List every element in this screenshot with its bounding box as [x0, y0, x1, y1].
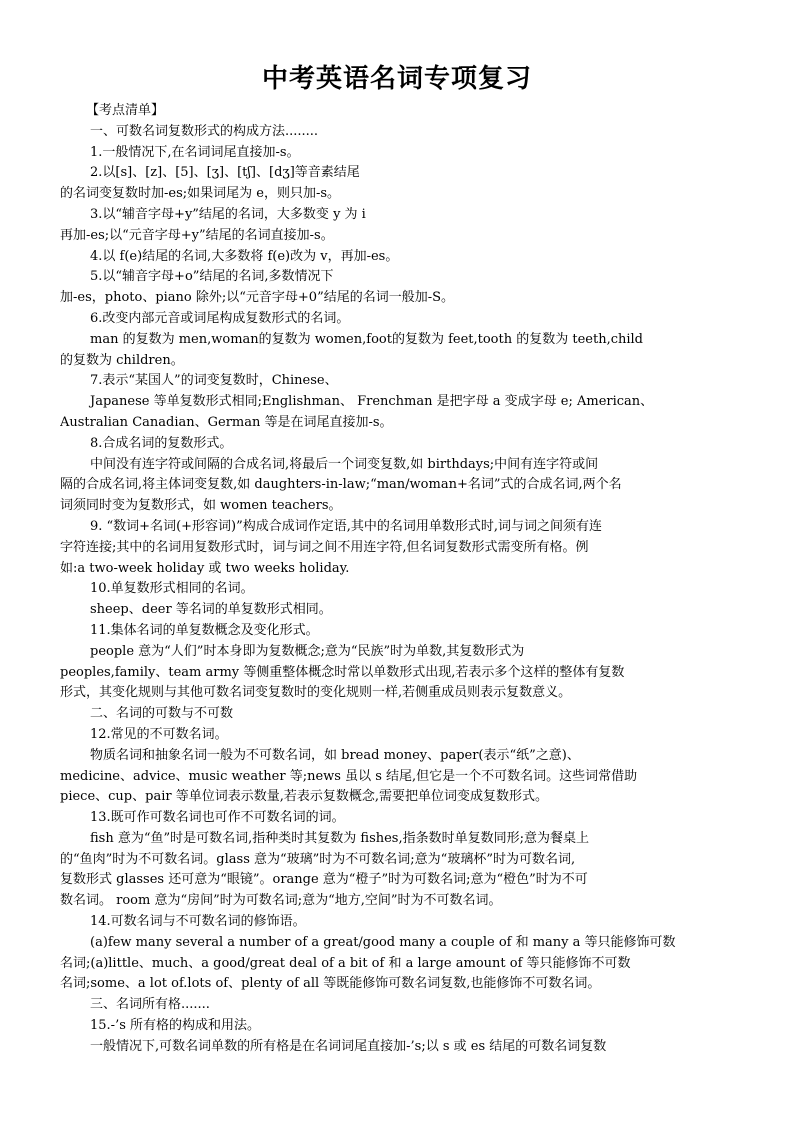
text-line: Japanese 等单复数形式相同;Englishman、 Frenchman 是把字母 a 变成字母 e; American、	[90, 394, 654, 410]
text-line: 形式，其变化规则与其他可数名词变复数时的变化规则一样,若侧重成员则表示复数意义。	[60, 685, 572, 701]
text-line: 10.单复数形式相同的名词。	[90, 581, 254, 597]
document-body	[60, 101, 736, 1058]
text-line: 13.既可作可数名词也可作不可数名词的词。	[90, 810, 345, 826]
text-line: 5.以“辅音字母+o”结尾的名词,多数情况下	[90, 269, 334, 285]
text-line: 【考点清单】	[86, 103, 165, 118]
text-line: 8.合成名词的复数形式。	[90, 435, 233, 451]
text-line: 词须同时变为复数形式，如 women teachers。	[60, 498, 342, 514]
text-line: 隔的合成名词,将主体词变复数,如 daughters-in-law;“man/woman+名词”式的合成名词,两个名	[60, 477, 622, 493]
text-line: 的复数为 children。	[60, 352, 184, 368]
text-line: 14.可数名词与不可数名词的修饰语。	[90, 914, 306, 930]
text-line: 加-es，photo、piano 除外;以“元音字母+0”结尾的名词一般加-S。	[60, 290, 455, 306]
text-line: fish 意为“鱼”时是可数名词,指种类时其复数为 fishes,指条数时单复数同形;意为餐桌上	[90, 830, 589, 846]
text-line: 11.集体名词的单复数概念及变化形式。	[90, 622, 319, 638]
text-line: piece、cup、pair 等单位词表示数量,若表示复数概念,需要把单位词变成复数形式。	[60, 789, 548, 805]
text-line: 一、可数名词复数形式的构成方法........	[90, 123, 319, 139]
text-line: 复数形式 glasses 还可意为“眼镜”。orange 意为“橙子”时为可数名词;意为“橙色”时为不可	[60, 872, 588, 888]
text-line: 一般情况下,可数名词单数的所有格是在名词词尾直接加-’s;以 s 或 es 结尾的可数名词复数	[90, 1038, 607, 1054]
text-line: 1.一般情况下,在名词词尾直接加-s。	[90, 144, 300, 160]
text-line: sheep、deer 等名词的单复数形式相同。	[90, 602, 332, 618]
text-line: 4.以 f(e)结尾的名词,大多数将 f(e)改为 v，再加-es。	[90, 248, 399, 264]
text-line: 数名词。 room 意为“房间”时为可数名词;意为“地方,空间”时为不可数名词。	[60, 893, 502, 909]
text-line: 7.表示“某国人”的词变复数时，Chinese、	[90, 373, 338, 389]
text-line: 12.常见的不可数名词。	[90, 726, 228, 742]
text-line: 名词;some、a lot of.lots of、plenty of all 等既能修饰可数名词复数,也能修饰不可数名词。	[60, 976, 601, 992]
text-line: 15.-’s 所有格的构成和用法。	[90, 1018, 261, 1034]
text-line: 名词;(a)little、much、a good/great deal of a bit of 和 a large amount of 等只能修饰不可数	[60, 955, 631, 971]
text-line: 再加-es;以“元音字母+y”结尾的名词直接加-s。	[60, 227, 334, 243]
text-line: 的名词变复数时加-es;如果词尾为 e，则只加-s。	[60, 186, 341, 202]
page-title: 中考英语名词专项复习	[261, 64, 532, 94]
text-line: 中间没有连字符或间隔的合成名词,将最后一个词变复数,如 birthdays;中间有连字符或间	[90, 456, 599, 472]
text-line: 的“鱼肉”时为不可数名词。glass 意为“玻璃”时为不可数名词;意为“玻璃杯”时为可数名词,	[60, 851, 576, 867]
text-line: medicine、advice、music weather 等;news 虽以 s 结尾,但它是一个不可数名词。这些词常借助	[60, 768, 638, 784]
text-line: peoples,family、team army 等侧重整体概念时常以单数形式出现,若表示多个这样的整体有复数	[60, 664, 625, 680]
text-line: 2.以[s]、[z]、[5]、[ʒ]、[tʃ]、[dʒ]等音素结尾	[90, 165, 360, 181]
text-line: 9. “数词+名词(+形容词)”构成合成词作定语,其中的名词用单数形式时,词与词之间须有连	[90, 518, 603, 534]
text-line: 如:a two-week holiday 或 two weeks holiday.	[60, 560, 350, 576]
text-line: 三、名词所有格.......	[90, 997, 210, 1013]
text-line: 字符连接;其中的名词用复数形式时，词与词之间不用连字符,但名词复数形式需变所有格。例	[60, 539, 589, 555]
text-line: 二、名词的可数与不可数	[90, 706, 234, 722]
text-line: people 意为“人们”时本身即为复数概念;意为“民族”时为单数,其复数形式为	[90, 643, 525, 659]
text-line: (a)few many several a number of a great/good many a couple of 和 many a 等只能修饰可数	[90, 934, 676, 950]
text-line: 物质名词和抽象名词一般为不可数名词，如 bread money、paper(表示“纸”之意)、	[90, 747, 580, 763]
text-line: Australian Canadian、German 等是在词尾直接加-s。	[60, 414, 393, 430]
text-line: 6.改变内部元音或词尾构成复数形式的名词。	[90, 310, 350, 326]
text-line: 3.以“辅音字母+y”结尾的名词，大多数变 y 为 i	[90, 206, 366, 222]
text-line: man 的复数为 men,woman的复数为 women,foot的复数为 feet,tooth 的复数为 teeth,child	[90, 331, 644, 347]
